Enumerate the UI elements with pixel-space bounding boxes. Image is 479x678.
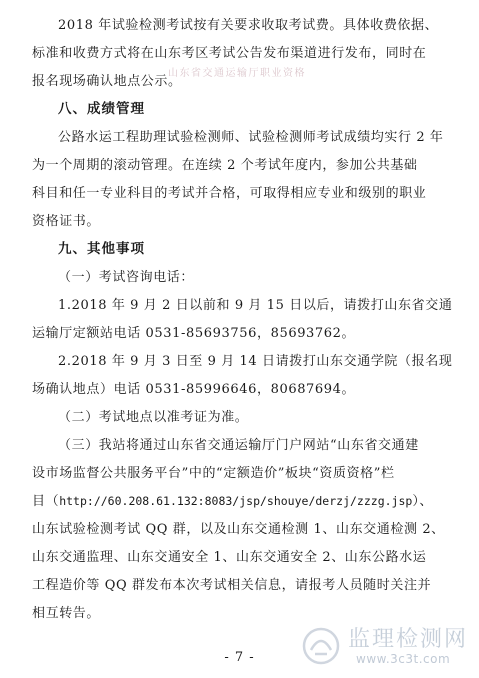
sub-2-text: （二）考试地点以准考证为准。 (58, 410, 249, 425)
item-1-line-1: 1.2018 年 9 月 2 日以前和 9 月 15 日以后，请拨打山东省交通 (58, 298, 453, 313)
item-1-line-2: 运输厅定额站电话 0531-85693756，85693762。 (32, 326, 356, 341)
watermark-url: www.3c3t.com (356, 652, 451, 666)
section-8-heading: 八、成绩管理 (58, 101, 145, 117)
section-8-line-3: 科目和任一专业科目的考试并合格，可取得相应专业和级别的职业 (32, 186, 427, 201)
sub-1-title: （一）考试咨询电话： (58, 270, 195, 285)
sub-3-line-7: 相互转告。 (32, 606, 101, 621)
item-2-line-2: 场确认地点）电话 0531-85996646，80687694。 (32, 382, 356, 397)
stamp-seal-text: 山东省交通运输厅职业资格 (168, 68, 306, 79)
page-number: - 7 - (224, 650, 255, 665)
section-9-heading: 九、其他事项 (58, 241, 145, 257)
fee-line-2: 标准和收费方式将在山东考区考试公告发布渠道进行发布，同时在 (32, 46, 427, 61)
sub-3-line-2: 设市场监督公共服务平台”中的“定额造价”板块“资质资格”栏 (32, 466, 395, 481)
sub-3-line-6: 工程造价等 QQ 群发布本次考试相关信息，请报考人员随时关注并 (32, 578, 432, 593)
fee-line-3: 报名现场确认地点公示。 (32, 74, 182, 89)
watermark-logo-icon (301, 626, 341, 666)
fee-line-1: 2018 年试验检测考试按有关要求收取考试费。具体收费依据、 (58, 18, 439, 33)
sub-3-line-3 (32, 493, 452, 510)
sub-3-line-1: （三）我站将通过山东省交通运输厅门户网站“山东省交通建 (58, 438, 419, 453)
section-8-line-1: 公路水运工程助理试验检测师、试验检测师考试成绩均实行 2 年 (58, 130, 444, 145)
sub-3-line-3-suffix: ）、 (412, 494, 434, 509)
platform-url-link[interactable]: http://60.208.61.132:8083/jsp/shouye/derzj/zzzg.jsp (59, 494, 413, 508)
section-8-line-2: 为一个周期的滚动管理。在连续 2 个考试年度内，参加公共基础 (32, 158, 418, 173)
item-2-line-1: 2.2018 年 9 月 3 日至 9 月 14 日请拨打山东交通学院（报名现 (58, 354, 453, 369)
sub-3-line-4: 山东试验检测考试 QQ 群，以及山东交通检测 1、山东交通检测 2、 (32, 522, 445, 537)
sub-3-line-5: 山东交通监理、山东交通安全 1、山东交通安全 2、山东公路水运 (32, 550, 427, 565)
sub-3-line-3-prefix: 目（ (32, 494, 60, 509)
section-8-line-4: 资格证书。 (32, 214, 101, 229)
watermark-title: 监理检测网 (348, 627, 469, 652)
